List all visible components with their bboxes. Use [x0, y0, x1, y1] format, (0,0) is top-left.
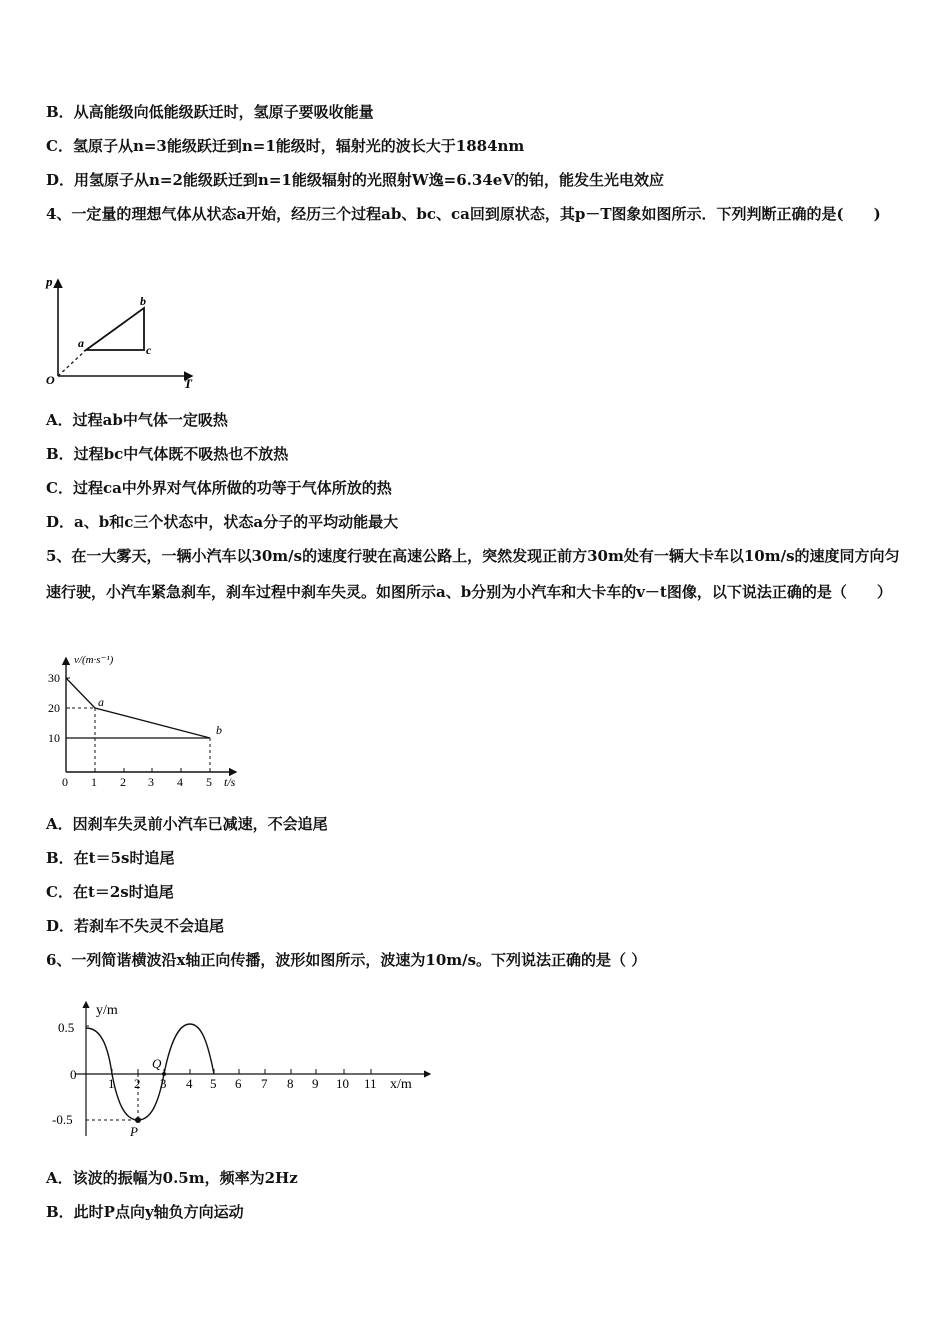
q4-y-label: p	[46, 274, 53, 289]
q5-ytick-30: 30	[48, 671, 60, 685]
q5-xtick-2: 2	[120, 775, 126, 789]
q6-option-a: A．该波的振幅为0.5m，频率为2Hz	[46, 1169, 298, 1187]
q5-xtick-1: 1	[91, 775, 97, 789]
q6-xtick-11: 11	[364, 1076, 377, 1091]
q6-point-p	[135, 1117, 141, 1123]
q6-wave-graph	[46, 996, 446, 1146]
q4-point-b: b	[140, 294, 146, 308]
q5-ytick-10: 10	[48, 731, 60, 745]
q4-option-c: C．过程ca中外界对气体所做的功等于气体所放的热	[46, 479, 392, 497]
q6-xtick-1: 1	[108, 1076, 115, 1091]
q5-stem: 5、在一大雾天，一辆小汽车以30m/s的速度行驶在高速公路上，突然发现正前方30m处有一辆大卡车以10m/s的速度同方向匀速行驶，小汽车紧急刹车，刹车过程中刹车失灵。如图所示a、b分别为小汽车和大卡车的v－t图像，以下说法正确的是（ ）	[46, 547, 900, 601]
q5-label-b: b	[216, 723, 222, 737]
q6-label-q: Q	[152, 1056, 162, 1071]
q5-option-d: D．若刹车不失灵不会追尾	[46, 917, 225, 935]
q6-xtick-3: 3	[160, 1076, 167, 1091]
q4-point-c: c	[146, 343, 152, 357]
q6-y-label: y/m	[96, 1003, 118, 1018]
q4-dashed-extension	[58, 350, 86, 376]
q4-x-label: T	[184, 376, 192, 391]
q6-xtick-9: 9	[312, 1076, 319, 1091]
q3-option-c: C．氢原子从n=3能级跃迁到n=1能级时，辐射光的波长大于1884nm	[46, 137, 525, 155]
q6-x-label: x/m	[390, 1077, 412, 1092]
q6-waveform	[86, 1024, 214, 1120]
q4-option-b: B．过程bc中气体既不吸热也不放热	[46, 445, 289, 463]
q5-xtick-3: 3	[148, 775, 154, 789]
q6-option-b: B．此时P点向y轴负方向运动	[46, 1203, 244, 1221]
q4-origin-label: O	[46, 373, 55, 387]
q5-x-label: t/s	[224, 775, 236, 789]
q6-xtick-6: 6	[235, 1076, 242, 1091]
q4-pt-graph	[40, 272, 210, 392]
q4-stem: 4、一定量的理想气体从状态a开始，经历三个过程ab、bc、ca回到原状态，其p－T图象如图所示．下列判断正确的是( )	[46, 205, 881, 223]
q6-xtick-8: 8	[287, 1076, 294, 1091]
q5-ytick-20: 20	[48, 701, 60, 715]
q3-option-d: D．用氢原子从n=2能级跃迁到n=1能级辐射的光照射W逸=6.34eV的铂，能发生光电效应	[46, 171, 664, 189]
q6-ytick-neg0.5: -0.5	[52, 1112, 73, 1127]
q6-label-p: P	[130, 1124, 138, 1139]
q6-stem: 6、一列简谐横波沿x轴正向传播，波形如图所示，波速为10m/s。下列说法正确的是（ ）	[46, 951, 647, 969]
q4-point-a: a	[78, 336, 84, 350]
q5-series-a	[66, 678, 210, 738]
q5-option-a: A．因刹车失灵前小汽车已减速，不会追尾	[46, 815, 328, 833]
q4-option-a: A．过程ab中气体一定吸热	[46, 411, 228, 429]
q5-xtick-5: 5	[206, 775, 212, 789]
q5-vt-graph	[40, 648, 250, 798]
q4-cycle-path	[86, 308, 144, 350]
q6-ytick-0.5: 0.5	[58, 1020, 75, 1035]
q5-label-a: a	[98, 695, 104, 709]
q5-y-label: v/(m·s⁻¹)	[74, 654, 114, 666]
q6-xtick-5: 5	[210, 1076, 217, 1091]
q5-xtick-0: 0	[62, 775, 68, 789]
q6-xtick-10: 10	[336, 1076, 349, 1091]
q6-xtick-7: 7	[261, 1076, 268, 1091]
q4-option-d: D．a、b和c三个状态中，状态a分子的平均动能最大	[46, 513, 399, 531]
q6-ytick-0: 0	[70, 1067, 77, 1082]
q6-xtick-2: 2	[134, 1076, 141, 1091]
q5-option-b: B．在t＝5s时追尾	[46, 849, 175, 867]
q6-xtick-4: 4	[186, 1076, 193, 1091]
q3-option-b: B．从高能级向低能级跃迁时，氢原子要吸收能量	[46, 103, 374, 121]
q5-xtick-4: 4	[177, 775, 183, 789]
q5-option-c: C．在t＝2s时追尾	[46, 883, 174, 901]
